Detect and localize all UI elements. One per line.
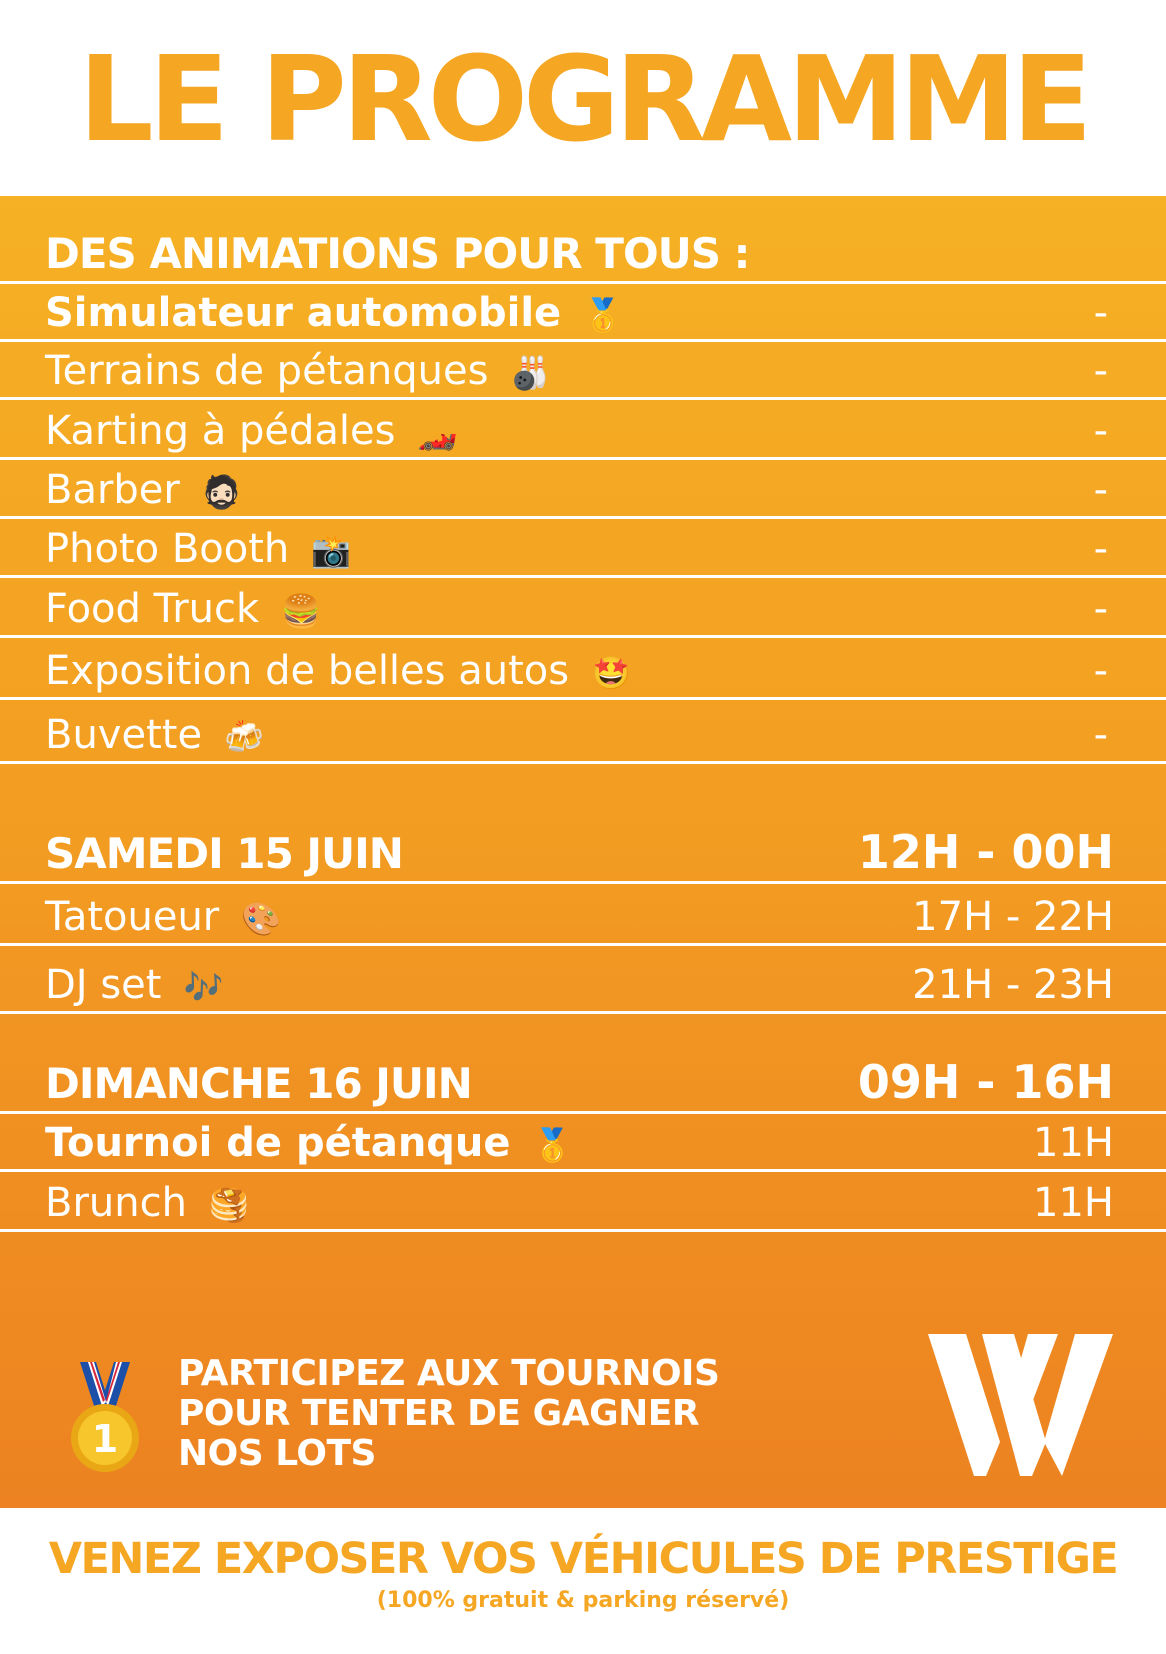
item-value: 11H: [1033, 1180, 1114, 1226]
item-label: Barber: [45, 467, 180, 513]
animations-heading-row: [0, 196, 1166, 284]
item-value: -: [1093, 648, 1108, 694]
item-value: 11H: [1033, 1120, 1114, 1166]
item-label: Tournoi de pétanque: [45, 1120, 511, 1166]
item-label: Exposition de belles autos: [45, 648, 570, 694]
list-item: [0, 946, 1166, 1014]
list-item: [0, 1172, 1166, 1232]
item-label: Simulateur automobile: [45, 290, 562, 336]
samedi-heading-row: [0, 764, 1166, 884]
list-item: [0, 284, 1166, 342]
item-value: -: [1093, 348, 1108, 394]
tournament-cta: [0, 1296, 1166, 1508]
camera-flash-icon: 📸: [311, 532, 352, 570]
item-value: -: [1093, 526, 1108, 572]
list-item: [0, 638, 1166, 700]
animations-heading: DES ANIMATIONS POUR TOUS :: [45, 229, 750, 278]
list-item: [0, 460, 1166, 519]
item-label: DJ set: [45, 962, 162, 1008]
item-value: -: [1093, 586, 1108, 632]
samedi-heading: SAMEDI 15 JUIN: [45, 829, 403, 878]
dimanche-heading-row: [0, 1014, 1166, 1114]
item-label: Tatoueur: [45, 894, 220, 940]
footer-title: VENEZ EXPOSER VOS VÉHICULES DE PRESTIGE: [48, 1534, 1118, 1584]
cta-line: PARTICIPEZ AUX TOURNOIS: [178, 1353, 720, 1394]
list-item: [0, 400, 1166, 460]
medal-icon: 🥇: [532, 1126, 573, 1164]
star-struck-icon: 🤩: [591, 654, 631, 692]
item-value: -: [1093, 467, 1108, 513]
race-car-icon: 🏎️: [417, 414, 458, 452]
dimanche-heading: DIMANCHE 16 JUIN: [45, 1059, 472, 1108]
footer-subtitle: (100% gratuit & parking réservé): [376, 1588, 790, 1613]
cta-text: [178, 1354, 719, 1474]
cta-line: POUR TENTER DE GAGNER: [178, 1393, 700, 1434]
bearded-person-icon: 🧔🏻: [201, 473, 242, 511]
item-value: -: [1093, 712, 1108, 758]
w-logo-icon: [928, 1334, 1113, 1476]
list-item: [0, 519, 1166, 578]
item-label: Buvette: [45, 712, 203, 758]
bowling-icon: 🎳: [510, 354, 551, 392]
item-value: 17H - 22H: [912, 894, 1114, 940]
item-label: Karting à pédales: [45, 408, 396, 454]
page-title: LE PROGRAMME: [78, 30, 1088, 168]
svg-text:1: 1: [91, 1417, 119, 1461]
music-notes-icon: 🎶: [183, 968, 224, 1006]
pancakes-icon: 🥞: [208, 1186, 249, 1224]
list-item: [0, 342, 1166, 400]
medal-icon: 🥇: [583, 296, 624, 334]
beer-mugs-icon: 🍻: [224, 718, 264, 756]
item-label: Food Truck: [45, 586, 260, 632]
list-item: [0, 884, 1166, 946]
first-place-medal-icon: [66, 1362, 144, 1474]
dimanche-hours: 09H - 16H: [857, 1055, 1114, 1109]
list-item: [0, 578, 1166, 638]
item-label: Terrains de pétanques: [45, 348, 489, 394]
item-value: -: [1093, 408, 1108, 454]
cta-line: NOS LOTS: [178, 1433, 376, 1474]
list-item: [0, 700, 1166, 764]
list-item: [0, 1114, 1166, 1172]
item-label: Photo Booth: [45, 526, 290, 572]
item-value: -: [1093, 290, 1108, 336]
palette-icon: 🎨: [241, 900, 282, 938]
burger-icon: 🍔: [281, 592, 321, 630]
samedi-hours: 12H - 00H: [857, 825, 1114, 879]
item-value: 21H - 23H: [912, 962, 1114, 1008]
item-label: Brunch: [45, 1180, 187, 1226]
